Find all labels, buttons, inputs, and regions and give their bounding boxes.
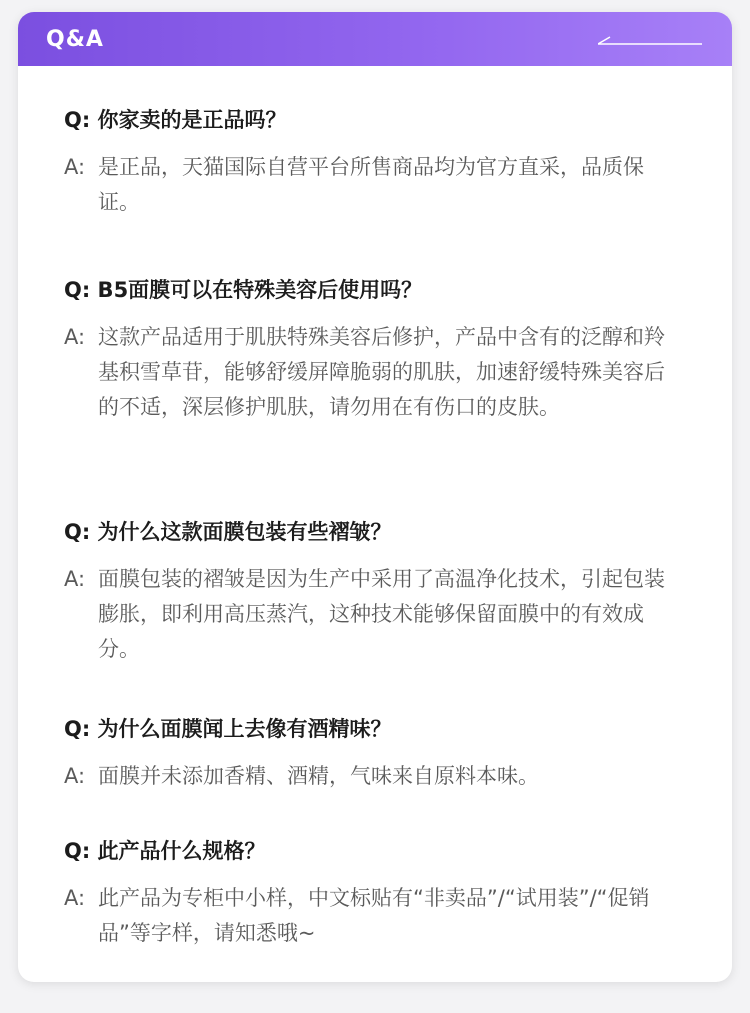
faq-answer xyxy=(64,881,694,951)
faq-item xyxy=(64,715,694,794)
faq-question: Q: 为什么面膜闻上去像有酒精味？ xyxy=(64,717,392,741)
answer-text: 面膜并未添加香精、酒精，气味来自原料本味。 xyxy=(98,764,539,788)
decorative-line-icon xyxy=(598,34,702,46)
faq-question: Q: 为什么这款面膜包装有些褶皱？ xyxy=(64,520,392,544)
faq-answer xyxy=(64,320,694,425)
faq-answer xyxy=(64,150,694,220)
faq-answer xyxy=(64,759,694,794)
faq-question: Q: 你家卖的是正品吗？ xyxy=(64,108,287,132)
faq-item xyxy=(64,276,694,425)
answer-text: 面膜包装的褶皱是因为生产中采用了高温净化技术，引起包装膨胀，即利用高压蒸汽，这种技术能够保留面膜中的有效成分。 xyxy=(98,567,665,661)
qa-card xyxy=(18,12,732,982)
faq-question: Q: B5面膜可以在特殊美容后使用吗？ xyxy=(64,278,423,302)
answer-prefix: A: xyxy=(64,567,86,591)
faq-question: Q: 此产品什么规格？ xyxy=(64,839,266,863)
qa-header xyxy=(18,12,732,66)
faq-item xyxy=(64,106,694,220)
header-title: Q&A xyxy=(46,27,104,52)
faq-answer xyxy=(64,562,694,667)
answer-prefix: A: xyxy=(64,325,86,349)
answer-prefix: A: xyxy=(64,155,86,179)
answer-text: 是正品，天猫国际自营平台所售商品均为官方直采，品质保证。 xyxy=(98,155,644,214)
answer-text: 此产品为专柜中小样，中文标贴有“非卖品”/“试用装”/“促销品”等字样，请知悉哦~ xyxy=(98,886,650,945)
faq-item xyxy=(64,837,694,951)
answer-prefix: A: xyxy=(64,886,86,910)
answer-text: 这款产品适用于肌肤特殊美容后修护，产品中含有的泛醇和羚基积雪草苷，能够舒缓屏障脆弱的肌肤，加速舒缓特殊美容后的不适，深层修护肌肤，请勿用在有伤口的皮肤。 xyxy=(98,325,665,419)
faq-item xyxy=(64,518,694,667)
answer-prefix: A: xyxy=(64,764,86,788)
